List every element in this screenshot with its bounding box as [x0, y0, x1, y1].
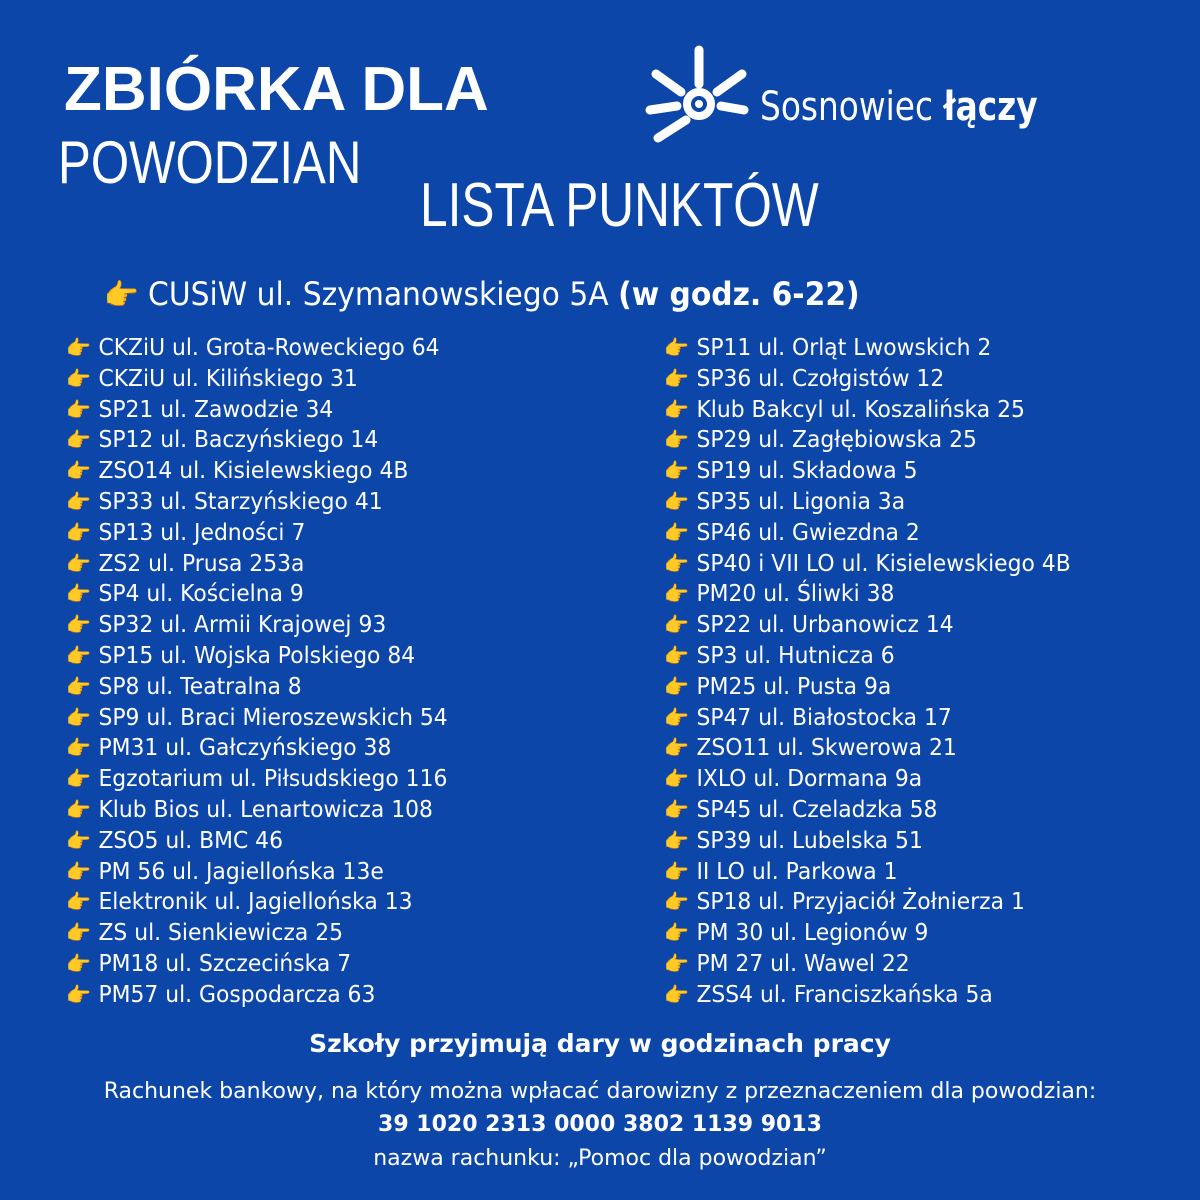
list-item	[664, 672, 1071, 703]
list-item	[66, 857, 448, 888]
list-item	[66, 949, 448, 980]
pointing-hand-icon: 👉	[66, 613, 91, 638]
list-item-label: PM 56 ul. Jagiellońska 13e	[98, 858, 384, 885]
list-item	[664, 733, 1071, 764]
list-item	[664, 764, 1071, 795]
list-item-label: SP39 ul. Lubelska 51	[696, 827, 923, 854]
main-point-hours: (w godz. 6-22)	[618, 275, 860, 313]
schools-note: Szkoły przyjmują dary w godzinach pracy	[309, 1029, 891, 1058]
list-item	[66, 610, 448, 641]
list-item	[66, 333, 448, 364]
pointing-hand-icon: 👉	[664, 921, 689, 946]
list-item-label: SP19 ul. Składowa 5	[696, 458, 918, 485]
pointing-hand-icon: 👉	[664, 397, 689, 422]
pointing-hand-icon: 👉	[66, 705, 91, 730]
account-number: 39 1020 2313 0000 3802 1139 9013	[378, 1112, 822, 1137]
list-item-label: PM18 ul. Szczecińska 7	[98, 950, 352, 977]
pointing-hand-icon: 👉	[66, 828, 91, 853]
list-item	[66, 980, 448, 1011]
list-item-label: SP15 ul. Wojska Polskiego 84	[98, 642, 416, 669]
pointing-hand-icon: 👉	[664, 459, 689, 484]
points-list-left	[66, 333, 468, 1011]
list-item	[66, 918, 448, 949]
list-item-label: SP29 ul. Zagłębiowska 25	[696, 427, 977, 454]
list-item	[664, 518, 1071, 549]
pointing-hand-icon: 👉	[664, 428, 689, 453]
pointing-hand-icon: 👉	[66, 551, 91, 576]
pointing-hand-icon: 👉	[66, 921, 91, 946]
pointing-hand-icon: 👉	[66, 397, 91, 422]
pointing-hand-icon: 👉	[664, 489, 689, 514]
list-item	[66, 887, 448, 918]
list-item-label: SP32 ul. Armii Krajowej 93	[98, 612, 387, 639]
logo-text-regular: Sosnowiec	[760, 84, 944, 130]
list-item-label: PM 30 ul. Legionów 9	[696, 920, 929, 947]
list-item-label: SP40 i VII LO ul. Kisielewskiego 4B	[696, 550, 1071, 577]
list-item	[664, 364, 1071, 395]
list-item-label: Egzotarium ul. Piłsudskiego 116	[98, 766, 448, 793]
list-item	[664, 641, 1071, 672]
list-item	[66, 795, 448, 826]
pointing-hand-icon: 👉	[66, 459, 91, 484]
points-list-right	[664, 333, 1092, 1011]
list-item	[664, 425, 1071, 456]
pointing-hand-icon: 👉	[66, 674, 91, 699]
pointing-hand-icon: 👉	[664, 582, 689, 607]
list-item	[664, 826, 1071, 857]
list-item-label: Klub Bios ul. Lenartowicza 108	[98, 796, 433, 823]
list-item-label: II LO ul. Parkowa 1	[696, 858, 898, 885]
list-item-label: SP45 ul. Czeladzka 58	[696, 796, 938, 823]
logo-wordmark	[760, 84, 1038, 130]
list-item-label: IXLO ul. Dormana 9a	[696, 766, 923, 793]
main-point-label: CUSiW ul. Szymanowskiego 5A	[148, 275, 609, 313]
list-item-label: ZS ul. Sienkiewicza 25	[98, 920, 344, 947]
list-item	[66, 733, 448, 764]
list-item-label: SP46 ul. Gwiezdna 2	[696, 519, 920, 546]
list-item	[664, 456, 1071, 487]
account-name: nazwa rachunku: „Pomoc dla powodzian”	[373, 1146, 827, 1171]
pointing-hand-icon: 👉	[664, 736, 689, 761]
list-item-label: PM57 ul. Gospodarcza 63	[98, 981, 376, 1008]
title-line-1: ZBIÓRKA DLA	[64, 55, 489, 124]
list-item	[664, 795, 1071, 826]
list-item-label: SP33 ul. Starzyńskiego 41	[98, 488, 383, 515]
list-item-label: SP11 ul. Orląt Lwowskich 2	[696, 335, 992, 361]
pointing-hand-icon: 👉	[664, 705, 689, 730]
list-item	[66, 395, 448, 426]
pointing-hand-icon: 👉	[664, 613, 689, 638]
list-item	[66, 672, 448, 703]
sun-logo-icon	[644, 44, 754, 144]
pointing-hand-icon: 👉	[66, 520, 91, 545]
main-collection-point	[104, 272, 860, 318]
list-item-label: ZS2 ul. Prusa 253a	[98, 550, 305, 577]
list-item-label: ZSO5 ul. BMC 46	[98, 827, 284, 854]
list-item-label: SP9 ul. Braci Mieroszewskich 54	[98, 704, 448, 731]
list-item	[664, 918, 1071, 949]
list-item-label: SP13 ul. Jedności 7	[98, 519, 306, 546]
list-item	[66, 703, 448, 734]
list-item-label: SP12 ul. Baczyńskiego 14	[98, 427, 379, 454]
list-item-label: CKZiU ul. Kilińskiego 31	[98, 365, 358, 392]
pointing-hand-icon: 👉	[104, 278, 139, 313]
list-item	[66, 641, 448, 672]
list-item	[66, 579, 448, 610]
pointing-hand-icon: 👉	[66, 489, 91, 514]
list-item	[66, 549, 448, 580]
list-item-label: SP18 ul. Przyjaciół Żołnierza 1	[696, 889, 1025, 916]
list-item	[664, 949, 1071, 980]
list-item-label: CKZiU ul. Grota-Roweckiego 64	[98, 335, 440, 361]
pointing-hand-icon: 👉	[664, 890, 689, 915]
pointing-hand-icon: 👉	[66, 428, 91, 453]
list-item	[664, 887, 1071, 918]
list-item	[66, 364, 448, 395]
list-item-label: SP36 ul. Czołgistów 12	[696, 365, 945, 392]
bank-intro: Rachunek bankowy, na który można wpłacać darowizny z przeznaczeniem dla powodzian:	[103, 1079, 1097, 1104]
pointing-hand-icon: 👉	[664, 643, 689, 668]
list-item	[66, 487, 448, 518]
pointing-hand-icon: 👉	[66, 982, 91, 1007]
pointing-hand-icon: 👉	[66, 951, 91, 976]
pointing-hand-icon: 👉	[664, 982, 689, 1007]
list-item-label: Klub Bakcyl ul. Koszalińska 25	[696, 396, 1025, 423]
pointing-hand-icon: 👉	[66, 890, 91, 915]
subtitle: LISTA PUNKTÓW	[420, 171, 819, 240]
list-item-label: ZSS4 ul. Franciszkańska 5a	[696, 981, 993, 1008]
list-item-label: SP21 ul. Zawodzie 34	[98, 396, 334, 423]
pointing-hand-icon: 👉	[664, 674, 689, 699]
pointing-hand-icon: 👉	[664, 951, 689, 976]
list-item-label: ZSO14 ul. Kisielewskiego 4B	[98, 458, 409, 485]
pointing-hand-icon: 👉	[66, 736, 91, 761]
list-item-label: Elektronik ul. Jagiellońska 13	[98, 889, 413, 916]
list-item-label: SP35 ul. Ligonia 3a	[696, 488, 906, 515]
list-item	[664, 703, 1071, 734]
list-item-label: SP22 ul. Urbanowicz 14	[696, 612, 954, 639]
title-line-2: POWODZIAN	[58, 129, 362, 196]
pointing-hand-icon: 👉	[664, 859, 689, 884]
list-item	[66, 764, 448, 795]
list-item-label: PM31 ul. Gałczyńskiego 38	[98, 735, 392, 762]
pointing-hand-icon: 👉	[664, 336, 689, 360]
pointing-hand-icon: 👉	[66, 336, 91, 360]
list-item	[664, 487, 1071, 518]
list-item	[66, 425, 448, 456]
list-item	[664, 980, 1071, 1011]
list-item	[664, 857, 1071, 888]
pointing-hand-icon: 👉	[664, 520, 689, 545]
pointing-hand-icon: 👉	[66, 582, 91, 607]
pointing-hand-icon: 👉	[66, 859, 91, 884]
list-item-label: SP4 ul. Kościelna 9	[98, 581, 304, 608]
pointing-hand-icon: 👉	[66, 797, 91, 822]
pointing-hand-icon: 👉	[66, 366, 91, 391]
pointing-hand-icon: 👉	[664, 828, 689, 853]
list-item	[664, 579, 1071, 610]
list-item-label: SP3 ul. Hutnicza 6	[696, 642, 895, 669]
list-item-label: SP8 ul. Teatralna 8	[98, 673, 302, 700]
pointing-hand-icon: 👉	[664, 767, 689, 792]
pointing-hand-icon: 👉	[664, 797, 689, 822]
list-item-label: PM 27 ul. Wawel 22	[696, 950, 910, 977]
list-item	[66, 518, 448, 549]
list-item	[664, 333, 1071, 364]
pointing-hand-icon: 👉	[664, 551, 689, 576]
logo-text-bold: łączy	[943, 84, 1038, 130]
list-item	[664, 395, 1071, 426]
list-item	[664, 610, 1071, 641]
pointing-hand-icon: 👉	[66, 767, 91, 792]
pointing-hand-icon: 👉	[664, 366, 689, 391]
list-item-label: PM25 ul. Pusta 9a	[696, 673, 892, 700]
list-item	[664, 549, 1071, 580]
list-item	[66, 826, 448, 857]
list-item-label: PM20 ul. Śliwki 38	[696, 581, 895, 608]
pointing-hand-icon: 👉	[66, 643, 91, 668]
list-item-label: ZSO11 ul. Skwerowa 21	[696, 735, 957, 762]
list-item	[66, 456, 448, 487]
list-item-label: SP47 ul. Białostocka 17	[696, 704, 952, 731]
